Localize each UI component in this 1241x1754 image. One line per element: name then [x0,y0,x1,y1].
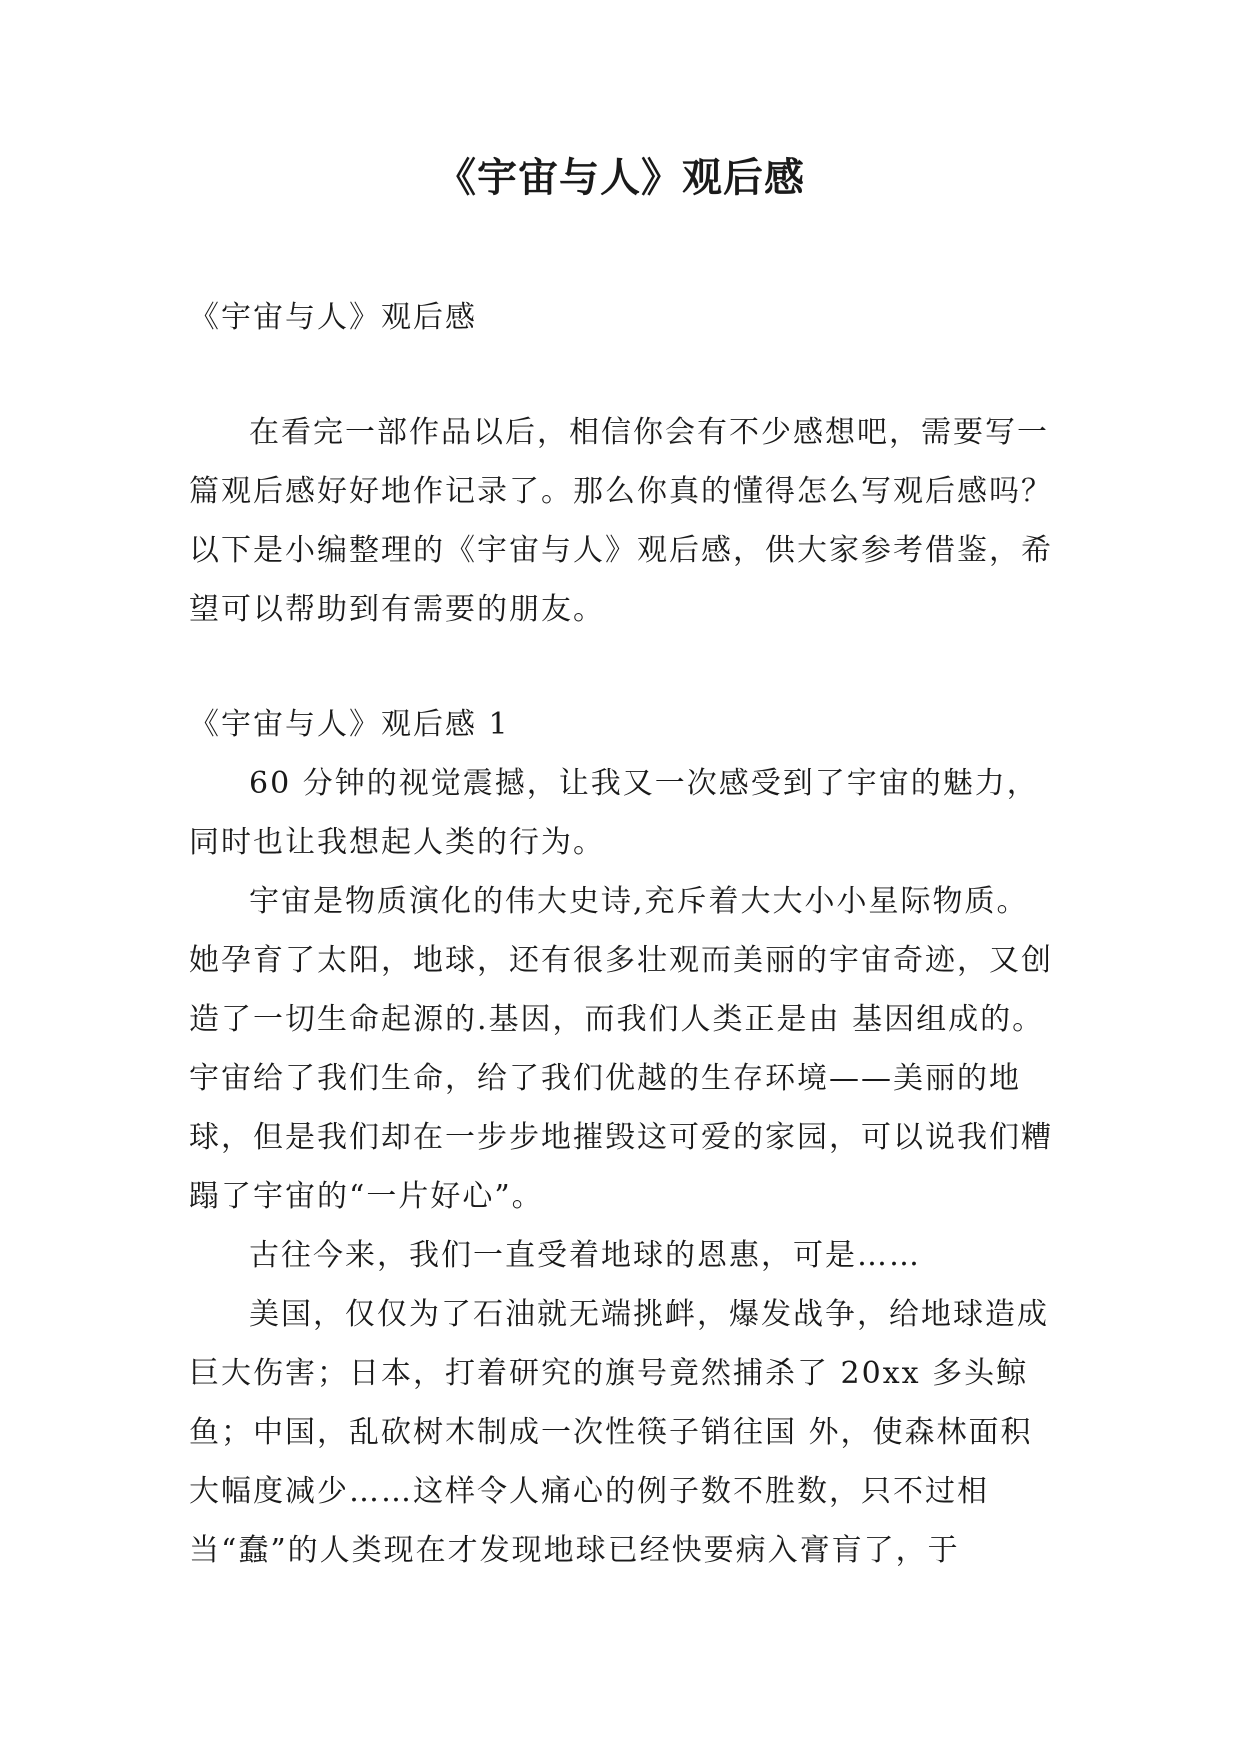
document-subtitle: 《宇宙与人》观后感 [189,300,477,335]
paragraph: 60 分钟的视觉震撼，让我又一次感受到了宇宙的魅力，同时也让我想起人类的行为。 [189,766,1039,860]
document-title: 《宇宙与人》观后感 [436,155,805,201]
section-heading: 《宇宙与人》观后感 1 [189,707,510,742]
document-body [189,288,1055,1580]
intro-paragraph: 在看完一部作品以后，相信你会有不少感想吧，需要写一篇观后感好好地作记录了。那么你真的懂得怎么写观后感吗？以下是小编整理的《宇宙与人》观后感，供大家参考借鉴，希望可以帮助到有需要的朋友。 [189,415,1053,627]
paragraph: 古往今来，我们一直受着地球的恩惠，可是…… [249,1238,921,1273]
paragraph: 美国，仅仅为了石油就无端挑衅，爆发战争，给地球造成巨大伤害；日本，打着研究的旗号竟然捕杀了 20xx 多头鲸鱼；中国，乱砍树木制成一次性筷子销往国 外，使森林面积大幅度减少……这样令人痛心的例子数不胜数，只不过相当“蠢”的人类现在才发现地球已经快要病入膏肓了，于 [189,1297,1049,1568]
paragraph: 宇宙是物质演化的伟大史诗,充斥着大大小小星际物质。她孕育了太阳，地球，还有很多壮观而美丽的宇宙奇迹，又创造了一切生命起源的.基因，而我们人类正是由 基因组成的。宇宙给了我们生命，给了我们优越的生存环境——美丽的地球，但是我们却在一步步地摧毁这可爱的家园，可以说我们糟蹋了宇宙的“一片好心”。 [189,884,1053,1214]
